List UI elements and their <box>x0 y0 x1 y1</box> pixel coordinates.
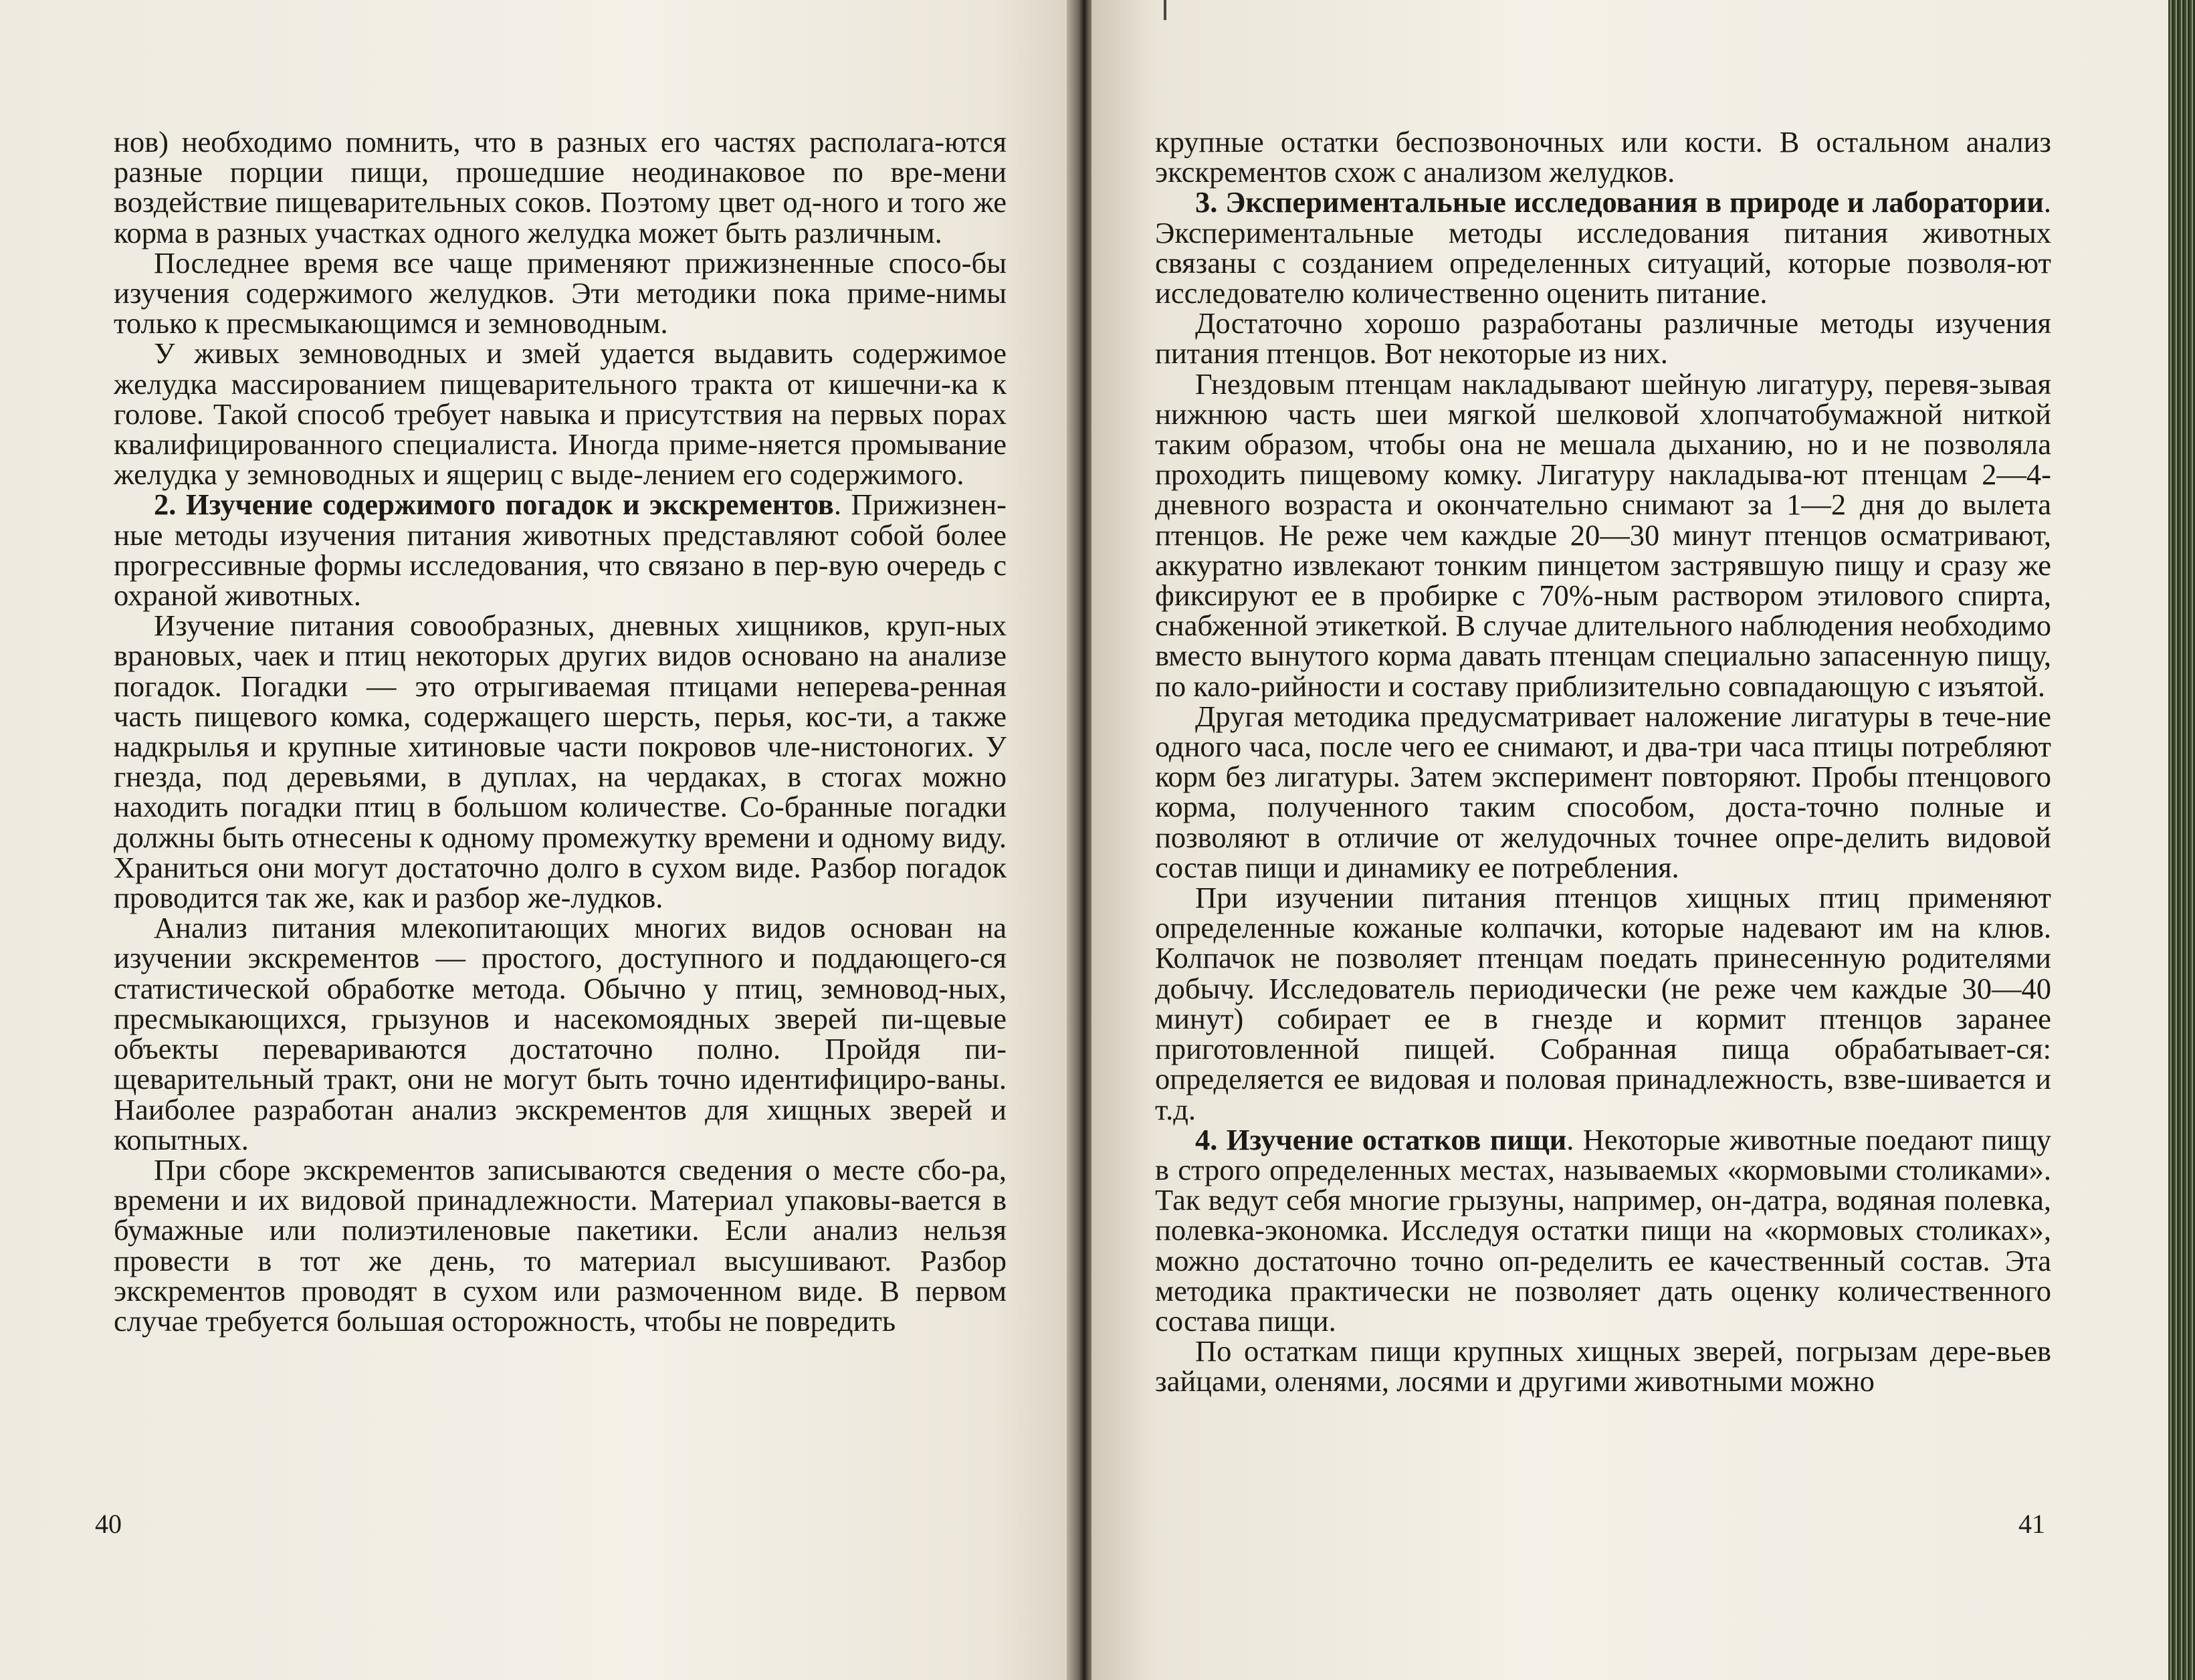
paragraph: При сборе экскрементов записываются сведения о месте сбо-ра, времени и их видовой принадлежности. Материал упаковы-вается в бумажные или полиэтиленовые пакетики. Если анализ нельзя провести в тот же день, то материал высушивают. Разбор экскрементов проводят в сухом или размоченном виде. В первом случае требуется большая осторожность, чтобы не повредить <box>114 1152 1007 1338</box>
paragraph: Достаточно хорошо разработаны различные методы изучения питания птенцов. Вот некоторые из них. <box>1155 306 2051 371</box>
left-page-text <box>114 127 1007 1336</box>
paragraph-with-heading <box>1155 187 2051 308</box>
pencil-mark <box>1164 0 1166 20</box>
paragraph: При изучении питания птенцов хищных птиц применяют определенные кожаные колпачки, которые надевают им на клюв. Колпачок не позволяет птенцам поедать принесенную родителями добычу. Исследователь периодически (не реже чем каждые 30—40 минут) собирает ее в гнезде и кормит птенцов заранее приготовленной пищей. Собранная пища обрабатывает-ся: определяется ее видовая и половая принадлежность, взве-шивается и т.д. <box>1155 881 2051 1126</box>
paragraph-body: . Прижизнен-ные методы изучения питания животных представляют собой более прогрессивные формы исследования, что связано в пер-вую очередь с охраной животных. <box>114 488 1007 613</box>
page-edges <box>2168 0 2195 1680</box>
page-number: 40 <box>95 1509 122 1539</box>
paragraph: Изучение питания совообразных, дневных хищников, круп-ных врановых, чаек и птиц некоторых других видов основано на анализе погадок. Погадки — это отрыгиваемая птицами неперева-ренная часть пищевого комка, содержащего шерсть, перья, кос-ти, а также надкрылья и крупные хитиновые части покровов чле-нистоногих. У гнезда, под деревьями, в дуплах, на чердаках, в стогах можно находить погадки птиц в большом количестве. Со-бранные погадки должны быть отнесены к одному промежутку времени и одному виду. Храниться они могут достаточно долго в сухом виде. Разбор погадок проводится так же, как и разбор же-лудков. <box>114 609 1007 915</box>
paragraph: Гнездовым птенцам накладывают шейную лигатуру, перевя-зывая нижнюю часть шеи мягкой шелковой хлопчатобумажной ниткой таким образом, чтобы она не мешала дыханию, но и не позволяла проходить пищевому комку. Лигатуру накладыва-ют птенцам 2—4-дневного возраста и окончательно снимают за 1—2 дня до вылета птенцов. Не реже чем каждые 20—30 минут птенцов осматривают, аккуратно извлекают тонким пинцетом застрявшую пищу и сразу же фиксируют ее в пробирке с 70%-ным раствором этилового спирта, снабженной этикеткой. В случае длительного наблюдения необходимо вместо вынутого корма давать птенцам специально запасенную пищу, по кало-рийности и составу приблизительно совпадающую с изъятой. <box>1155 366 2051 703</box>
paragraph-body: . Некоторые животные поедают пищу в строго определенных местах, называемых «кормовыми столиками». Так ведут себя многие грызуны, например, он-датра, водяная полевка, полевка-экономка. Исследуя остатки пищи на «кормовых столиках», можно достаточно точно оп-ределить ее качественный состав. Эта методика практически не позволяет дать оценку количественного состава пищи. <box>1155 1122 2051 1338</box>
left-page <box>0 0 1078 1680</box>
paragraph: нов) необходимо помнить, что в разных его частях располага-ются разные порции пищи, прошедшие неодинаковое по вре-мени воздействие пищеварительных соков. Поэтому цвет од-ного и того же корма в разных участках одного желудка может быть различным. <box>114 125 1007 249</box>
paragraph: Последнее время все чаще применяют прижизненные спосо-бы изучения содержимого желудков. Эти методики пока приме-нимы только к пресмыкающимся и земноводным. <box>114 245 1007 340</box>
section-heading: 2. Изучение содержимого погадок и экскрементов <box>154 488 834 522</box>
paragraph: По остаткам пищи крупных хищных зверей, погрызам дере-вьев зайцами, оленями, лосями и другими животными можно <box>1155 1334 2051 1398</box>
section-heading: 3. Экспериментальные исследования в природе и лаборатории <box>1195 185 2044 219</box>
paragraph-with-heading <box>1155 1122 2051 1338</box>
page-number: 41 <box>2018 1509 2045 1539</box>
paragraph: крупные остатки беспозвоночных или кости. В остальном анализ экскрементов схож с анализом желудков. <box>1155 125 2051 189</box>
right-page-text <box>1155 127 2051 1397</box>
paragraph: У живых земноводных и змей удается выдавить содержимое желудка массированием пищеварительного тракта от кишечни-ка к голове. Такой способ требует навыка и присутствия на первых порах квалифицированного специалиста. Иногда приме-няется промывание желудка у земноводных и ящериц с выде-лением его содержимого. <box>114 336 1007 492</box>
paragraph: Другая методика предусматривает наложение лигатуры в тече-ние одного часа, после чего ее снимают, и два-три часа птицы потребляют корм без лигатуры. Затем эксперимент повторяют. Пробы птенцового корма, полученного таким способом, доста-точно полные и позволяют в отличие от желудочных точнее опре-делить видовой состав пищи и динамику ее потребления. <box>1155 699 2051 884</box>
paragraph: Анализ питания млекопитающих многих видов основан на изучении экскрементов — простого, доступного и поддающего-ся статистической обработке метода. Обычно у птиц, земновод-ных, пресмыкающихся, грызунов и насекомоядных зверей пи-щевые объекты перевариваются достаточно полно. Пройдя пи-щеварительный тракт, они не могут быть точно идентифициро-ваны. Наиболее разработан анализ экскрементов для хищных зверей и копытных. <box>114 911 1007 1156</box>
paragraph-with-heading <box>114 490 1007 611</box>
right-page <box>1091 0 2168 1680</box>
section-heading: 4. Изучение остатков пищи <box>1195 1122 1567 1156</box>
paragraph-body: . Экспериментальные методы исследования питания животных связаны с созданием определенных ситуаций, которые позволя-ют исследователю количественно оценить питание. <box>1155 185 2051 310</box>
